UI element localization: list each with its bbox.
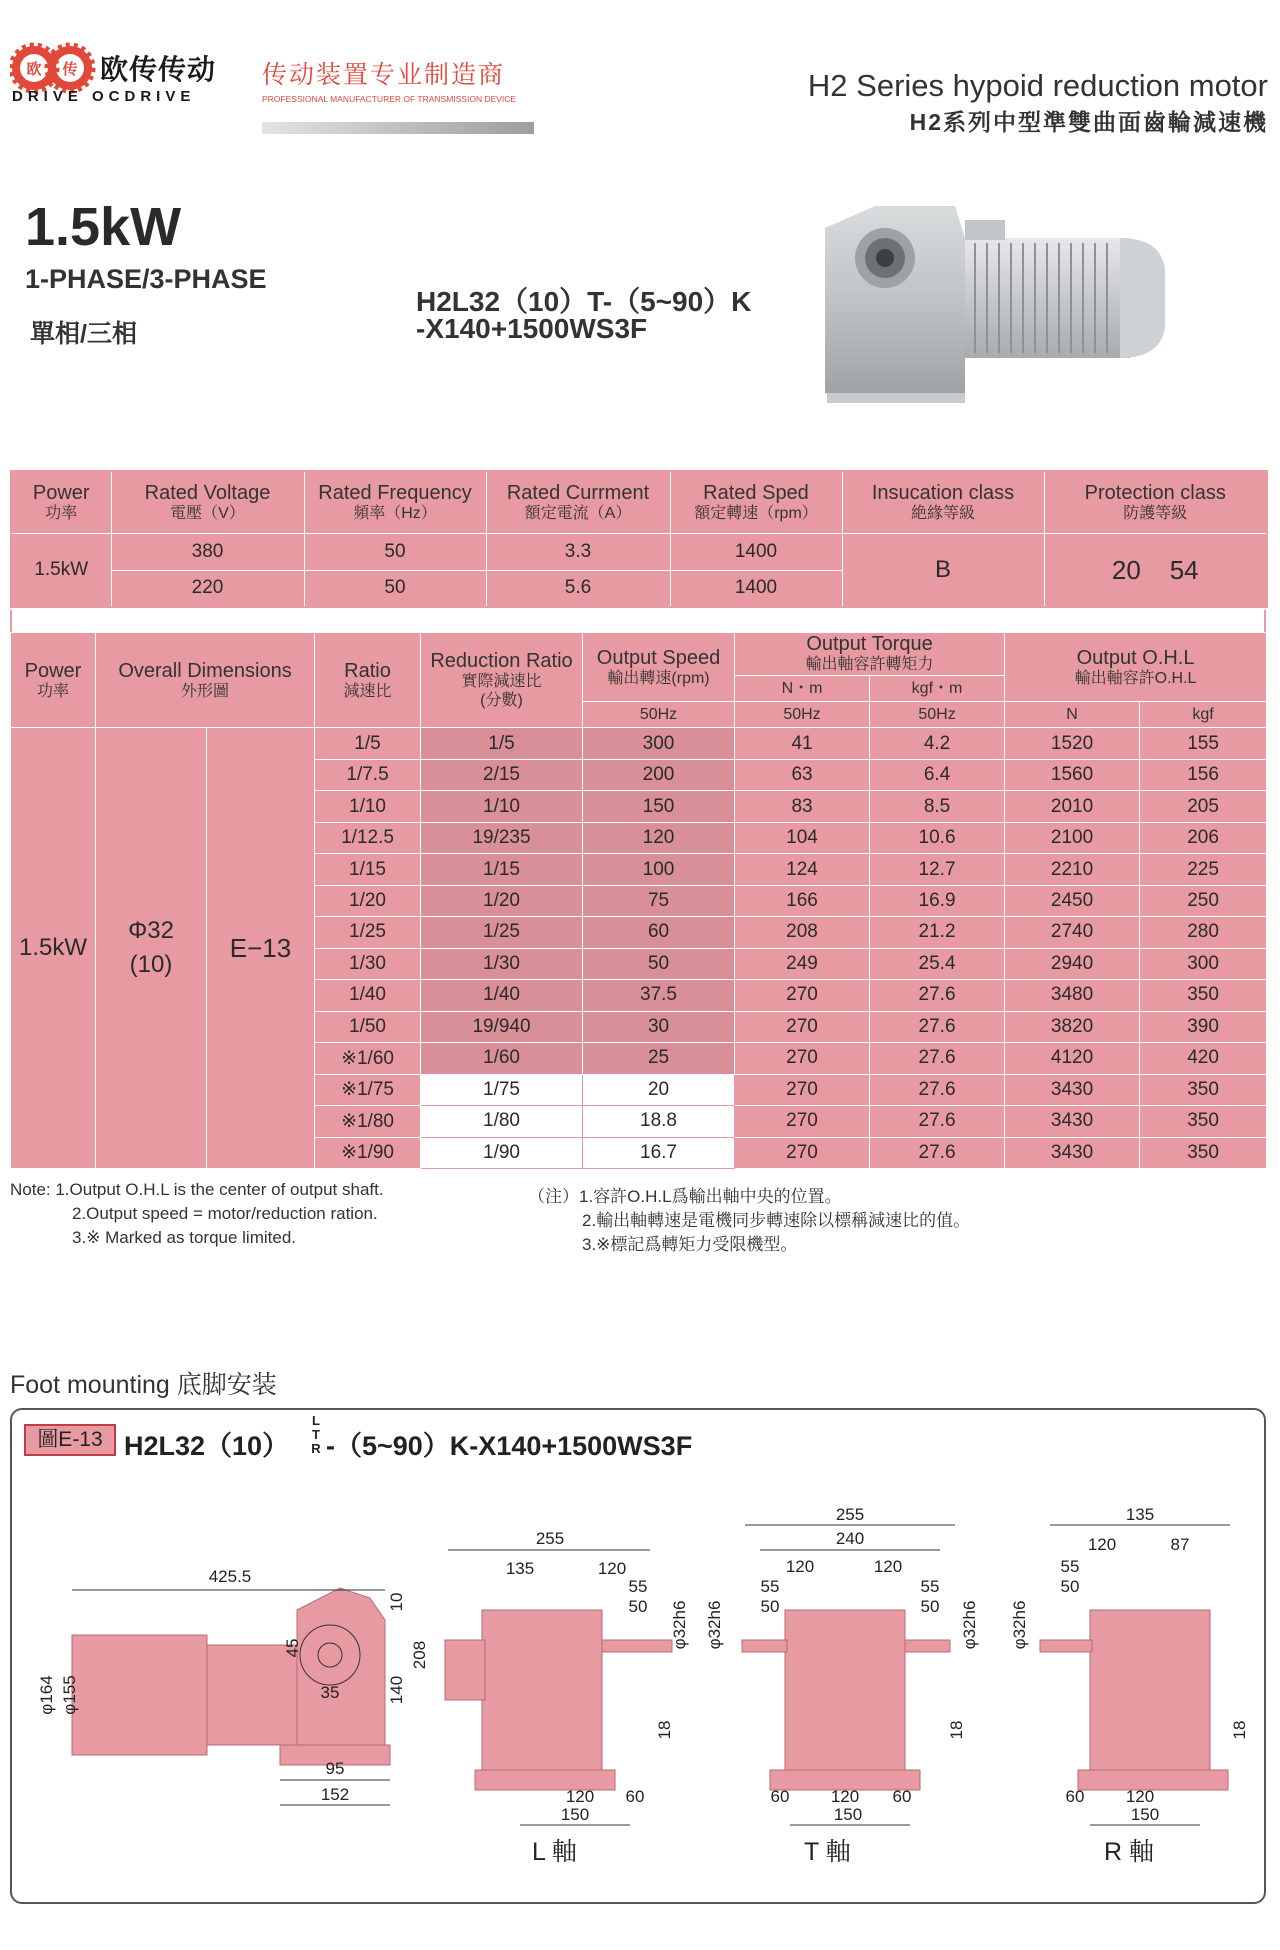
ohl-n-cell: 3430 [1005, 1137, 1140, 1169]
ohl-n-cell: 3430 [1005, 1106, 1140, 1137]
ohl-kgf-cell: 205 [1140, 791, 1267, 822]
shaft-label-t: T 軸 [804, 1838, 851, 1866]
figure-ref-cell: E−13 [207, 728, 315, 1169]
phase-en: 1-PHASE/3-PHASE [25, 264, 267, 294]
torque-kgfm-cell: 6.4 [870, 759, 1005, 790]
ohl-kgf-cell: 225 [1140, 854, 1267, 885]
torque-kgfm-cell: 16.9 [870, 885, 1005, 916]
rated-power-cell: 1.5kW [11, 534, 111, 607]
dimension-label: 87 [1170, 1535, 1190, 1554]
header-voltage: Rated Voltage 電壓（V） [111, 471, 304, 534]
ohl-n-cell: 3820 [1005, 1011, 1140, 1042]
reduction-ratio-cell: 1/60 [421, 1043, 583, 1074]
output-speed-cell: 150 [583, 791, 735, 822]
ohl-kgf-cell: 206 [1140, 822, 1267, 853]
torque-kgfm-cell: 12.7 [870, 854, 1005, 885]
dimension-label: 10 [387, 1592, 406, 1612]
ratio-cell: 1/10 [315, 791, 421, 822]
ohl-kgf-cell: 350 [1140, 1137, 1267, 1169]
ratio-cell: 1/40 [315, 980, 421, 1011]
motor-flange [207, 1645, 297, 1745]
table-gap [10, 610, 1266, 632]
figure-model-b: -（5~90）K-X140+1500WS3F [326, 1431, 693, 1461]
torque-kgfm-cell: 21.2 [870, 917, 1005, 948]
shaft-direction-stack [310, 1414, 322, 1456]
dimension-label: 55 [760, 1577, 780, 1596]
ohl-n-cell: 1560 [1005, 759, 1140, 790]
ohl-n-cell: 2940 [1005, 948, 1140, 979]
dimension-label: 120 [597, 1559, 627, 1578]
dimension-label: 55 [628, 1577, 648, 1596]
model-code-line1: H2L32（10）T-（5~90）K [416, 286, 752, 317]
dimension-label: 135 [505, 1559, 535, 1578]
dimension-label: φ32h6 [670, 1600, 689, 1650]
torque-nm-cell: 249 [735, 948, 870, 979]
dimension-label: 60 [892, 1787, 912, 1806]
dimension-label: 152 [320, 1785, 350, 1804]
dimension-label: 120 [785, 1557, 815, 1576]
torque-kgfm-cell: 27.6 [870, 1106, 1005, 1137]
ltr-l: L [312, 1413, 320, 1428]
dimension-label: 60 [770, 1787, 790, 1806]
reduction-ratio-cell: 1/5 [421, 728, 583, 759]
dimension-label: 50 [920, 1597, 940, 1616]
note-en-3: 3.※ Marked as torque limited. [72, 1228, 297, 1247]
output-speed-cell: 300 [583, 728, 735, 759]
output-speed-cell: 25 [583, 1043, 735, 1074]
reduction-ratio-cell: 1/40 [421, 980, 583, 1011]
dimension-label: 35 [320, 1683, 340, 1702]
slogan-en: PROFESSIONAL MANUFACTURER OF TRANSMISSION DEVICE [262, 94, 517, 104]
ohl-kgf-cell: 350 [1140, 1106, 1267, 1137]
dimension-label: 95 [325, 1759, 345, 1778]
ohl-n-cell: 3480 [1005, 980, 1140, 1011]
ohl-kgf-cell: 350 [1140, 980, 1267, 1011]
torque-nm-cell: 63 [735, 759, 870, 790]
header-reduction-ratio: Reduction Ratio 實際減速比 (分數) [421, 633, 583, 728]
ohl-n-cell: 2450 [1005, 885, 1140, 916]
l-shaft [445, 1640, 485, 1700]
dimension-label: 425.5 [208, 1567, 252, 1586]
power-title: 1.5kW [25, 197, 182, 257]
torque-nm-cell: 270 [735, 1011, 870, 1042]
dimension-drawing [30, 1480, 1260, 1880]
output-speed-cell: 120 [583, 822, 735, 853]
ltr-r: R [311, 1441, 321, 1456]
header-insulation: Insucation class 絶緣等級 [842, 471, 1044, 534]
unit-hz: 50Hz [870, 702, 1005, 728]
gear-housing [297, 1588, 385, 1745]
r-key [1040, 1640, 1092, 1652]
shaft-label-l: L 軸 [532, 1838, 577, 1866]
phase-cn: 單相/三相 [30, 320, 137, 348]
slogan-underline-bar [262, 122, 534, 134]
ohl-kgf-cell: 250 [1140, 885, 1267, 916]
reduction-ratio-cell: 2/15 [421, 759, 583, 790]
figure-model-a: H2L32（10） [124, 1431, 290, 1461]
reduction-ratio-cell: 19/235 [421, 822, 583, 853]
ohl-n-cell: 4120 [1005, 1043, 1140, 1074]
dimension-label: 240 [835, 1529, 865, 1548]
ratio-cell: 1/30 [315, 948, 421, 979]
dimension-label: 255 [835, 1505, 865, 1524]
l-key [602, 1640, 672, 1652]
svg-text:传: 传 [62, 60, 78, 78]
header-power: Power 功率 [11, 633, 96, 728]
dimension-label: 135 [1125, 1505, 1155, 1524]
reduction-ratio-cell: 19/940 [421, 1011, 583, 1042]
ohl-kgf-cell: 155 [1140, 728, 1267, 759]
ohl-kgf-cell: 420 [1140, 1043, 1267, 1074]
torque-kgfm-cell: 27.6 [870, 1011, 1005, 1042]
brand-name-cn: 欧传传动 [100, 54, 217, 85]
dimension-label: 208 [410, 1640, 429, 1670]
header-dimensions: Overall Dimensions 外形圖 [96, 633, 315, 728]
protection-cell: 20 54 [1044, 534, 1267, 607]
output-speed-cell: 200 [583, 759, 735, 790]
output-speed-cell: 100 [583, 854, 735, 885]
t-key-left [742, 1640, 787, 1652]
output-speed-cell: 18.8 [583, 1106, 735, 1137]
output-speed-cell: 16.7 [583, 1137, 735, 1169]
torque-kgfm-cell: 8.5 [870, 791, 1005, 822]
torque-nm-cell: 270 [735, 1137, 870, 1169]
dimension-label: 18 [947, 1720, 966, 1740]
dimension-label: φ32h6 [705, 1600, 724, 1650]
shaft-diameter: Φ32 [128, 917, 174, 945]
current-cell: 3.3 [486, 534, 670, 571]
ratio-cell: 1/50 [315, 1011, 421, 1042]
unit-kgfm: kgf・m [870, 675, 1005, 701]
torque-kgfm-cell: 27.6 [870, 980, 1005, 1011]
figure-tag: 圖E-13 [24, 1424, 116, 1456]
ratio-cell: 1/20 [315, 885, 421, 916]
shaft-size-cell [96, 728, 207, 1169]
output-speed-cell: 60 [583, 917, 735, 948]
dimension-label: 120 [565, 1787, 595, 1806]
ltr-t: T [312, 1427, 320, 1442]
dimension-label: φ155 [60, 1675, 79, 1715]
dimension-label: 50 [628, 1597, 648, 1616]
dimension-label: φ32h6 [1010, 1600, 1029, 1650]
output-speed-cell: 50 [583, 948, 735, 979]
unit-hz: 50Hz [583, 702, 735, 728]
header-frequency: Rated Frequency 頻率（Hz） [304, 471, 486, 534]
ratio-cell: 1/15 [315, 854, 421, 885]
unit-nm: N・m [735, 675, 870, 701]
dimension-label: φ32h6 [960, 1600, 979, 1650]
ratio-cell: ※1/80 [315, 1106, 421, 1137]
ohl-n-cell: 2100 [1005, 822, 1140, 853]
reduction-ratio-cell: 1/90 [421, 1137, 583, 1169]
torque-nm-cell: 270 [735, 1074, 870, 1105]
unit-n: N [1005, 702, 1140, 728]
note-en-1: Note: 1.Output O.H.L is the center of output shaft. [10, 1180, 384, 1199]
header-protection: Protection class 防護等級 [1044, 471, 1267, 534]
dimension-label: 150 [560, 1805, 590, 1824]
ratio-cell: 1/7.5 [315, 759, 421, 790]
brand-name-en: DRIVE OCDRIVE [12, 88, 196, 105]
ratio-cell: 1/25 [315, 917, 421, 948]
torque-nm-cell: 166 [735, 885, 870, 916]
header-current: Rated Currment 額定電流（A） [486, 471, 670, 534]
output-speed-cell: 30 [583, 1011, 735, 1042]
performance-table [10, 632, 1267, 1169]
power-cell: 1.5kW [11, 728, 96, 1169]
shaft-sub: (10) [129, 951, 173, 979]
shaft-label-r: R 軸 [1104, 1838, 1155, 1866]
table-row [11, 728, 1267, 759]
dimension-label: 255 [535, 1529, 565, 1548]
output-speed-cell: 20 [583, 1074, 735, 1105]
dimension-label: 150 [833, 1805, 863, 1824]
frequency-cell: 50 [304, 570, 486, 607]
ohl-n-cell: 2010 [1005, 791, 1140, 822]
reduction-ratio-cell: 1/25 [421, 917, 583, 948]
t-housing [785, 1610, 905, 1770]
rated-spec-table [10, 470, 1268, 608]
dimension-label: 55 [1060, 1557, 1080, 1576]
torque-nm-cell: 104 [735, 822, 870, 853]
header-output-torque: Output Torque 輸出軸容許轉矩力 [735, 633, 1005, 676]
ohl-n-cell: 1520 [1005, 728, 1140, 759]
reduction-ratio-cell: 1/75 [421, 1074, 583, 1105]
r-housing [1090, 1610, 1210, 1770]
torque-kgfm-cell: 27.6 [870, 1074, 1005, 1105]
dimension-label: 120 [1087, 1535, 1117, 1554]
dimension-label: 120 [1125, 1787, 1155, 1806]
voltage-cell: 220 [111, 570, 304, 607]
model-code-line2: -X140+1500WS3F [416, 313, 648, 344]
reduction-ratio-cell: 1/30 [421, 948, 583, 979]
insulation-cell: B [842, 534, 1044, 607]
dimension-label: 55 [920, 1577, 940, 1596]
l-housing [482, 1610, 602, 1770]
unit-hz: 50Hz [735, 702, 870, 728]
ratio-cell: 1/5 [315, 728, 421, 759]
dimension-label: 60 [1065, 1787, 1085, 1806]
header-speed: Rated Sped 額定轉速（rpm） [670, 471, 842, 534]
series-title-cn: H2系列中型準雙曲面齒輪減速機 [909, 109, 1268, 135]
note-cn-2: 2.輸出軸轉速是電機同步轉速除以標稱減速比的值。 [582, 1211, 971, 1230]
header-ratio: Ratio 減速比 [315, 633, 421, 728]
speed-cell: 1400 [670, 534, 842, 571]
ohl-kgf-cell: 300 [1140, 948, 1267, 979]
output-speed-cell: 75 [583, 885, 735, 916]
dimension-label: 45 [283, 1638, 302, 1658]
dimension-label: 120 [830, 1787, 860, 1806]
dimension-label: φ164 [37, 1675, 56, 1715]
torque-nm-cell: 208 [735, 917, 870, 948]
torque-nm-cell: 41 [735, 728, 870, 759]
torque-kgfm-cell: 25.4 [870, 948, 1005, 979]
dimension-label: 18 [655, 1720, 674, 1740]
speed-cell: 1400 [670, 570, 842, 607]
current-cell: 5.6 [486, 570, 670, 607]
torque-nm-cell: 270 [735, 980, 870, 1011]
dimension-label: 140 [387, 1675, 406, 1705]
voltage-cell: 380 [111, 534, 304, 571]
note-en-2: 2.Output speed = motor/reduction ration. [72, 1204, 378, 1223]
dimension-label: 50 [760, 1597, 780, 1616]
torque-nm-cell: 270 [735, 1043, 870, 1074]
ratio-cell: ※1/60 [315, 1043, 421, 1074]
torque-nm-cell: 270 [735, 1106, 870, 1137]
frequency-cell: 50 [304, 534, 486, 571]
ohl-kgf-cell: 156 [1140, 759, 1267, 790]
reduction-ratio-cell: 1/10 [421, 791, 583, 822]
ohl-n-cell: 2210 [1005, 854, 1140, 885]
torque-kgfm-cell: 4.2 [870, 728, 1005, 759]
note-cn-1: （注）1.容許O.H.L爲輸出軸中央的位置。 [528, 1187, 842, 1206]
reduction-ratio-cell: 1/20 [421, 885, 583, 916]
slogan-cn: 传动装置专业制造商 [262, 61, 506, 89]
motor-product-image [815, 198, 1185, 413]
ohl-kgf-cell: 390 [1140, 1011, 1267, 1042]
ratio-cell: ※1/90 [315, 1137, 421, 1169]
torque-kgfm-cell: 27.6 [870, 1043, 1005, 1074]
ratio-cell: 1/12.5 [315, 822, 421, 853]
torque-kgfm-cell: 10.6 [870, 822, 1005, 853]
ohl-n-cell: 3430 [1005, 1074, 1140, 1105]
torque-kgfm-cell: 27.6 [870, 1137, 1005, 1169]
dimension-label: 150 [1130, 1805, 1160, 1824]
series-title-en: H2 Series hypoid reduction motor [807, 68, 1268, 103]
ohl-kgf-cell: 280 [1140, 917, 1267, 948]
header-power: Power 功率 [11, 471, 111, 534]
ohl-n-cell: 2740 [1005, 917, 1140, 948]
dimension-label: 18 [1230, 1720, 1249, 1740]
dimension-label: 60 [625, 1787, 645, 1806]
torque-nm-cell: 124 [735, 854, 870, 885]
header-ohl: Output O.H.L 輸出軸容許O.H.L [1005, 633, 1267, 702]
reduction-ratio-cell: 1/80 [421, 1106, 583, 1137]
ohl-kgf-cell: 350 [1140, 1074, 1267, 1105]
output-speed-cell: 37.5 [583, 980, 735, 1011]
motor-body [72, 1635, 207, 1755]
dimension-label: 120 [873, 1557, 903, 1576]
note-cn-3: 3.※標記爲轉矩力受限機型。 [582, 1235, 798, 1254]
ratio-cell: ※1/75 [315, 1074, 421, 1105]
reduction-ratio-cell: 1/15 [421, 854, 583, 885]
dimension-label: 50 [1060, 1577, 1080, 1596]
t-key-right [905, 1640, 950, 1652]
svg-text:欧: 欧 [26, 60, 42, 78]
mounting-title: Foot mounting 底脚安装 [10, 1371, 277, 1399]
torque-nm-cell: 83 [735, 791, 870, 822]
header-output-speed: Output Speed 輸出轉速(rpm) [583, 633, 735, 702]
unit-kgf: kgf [1140, 702, 1267, 728]
